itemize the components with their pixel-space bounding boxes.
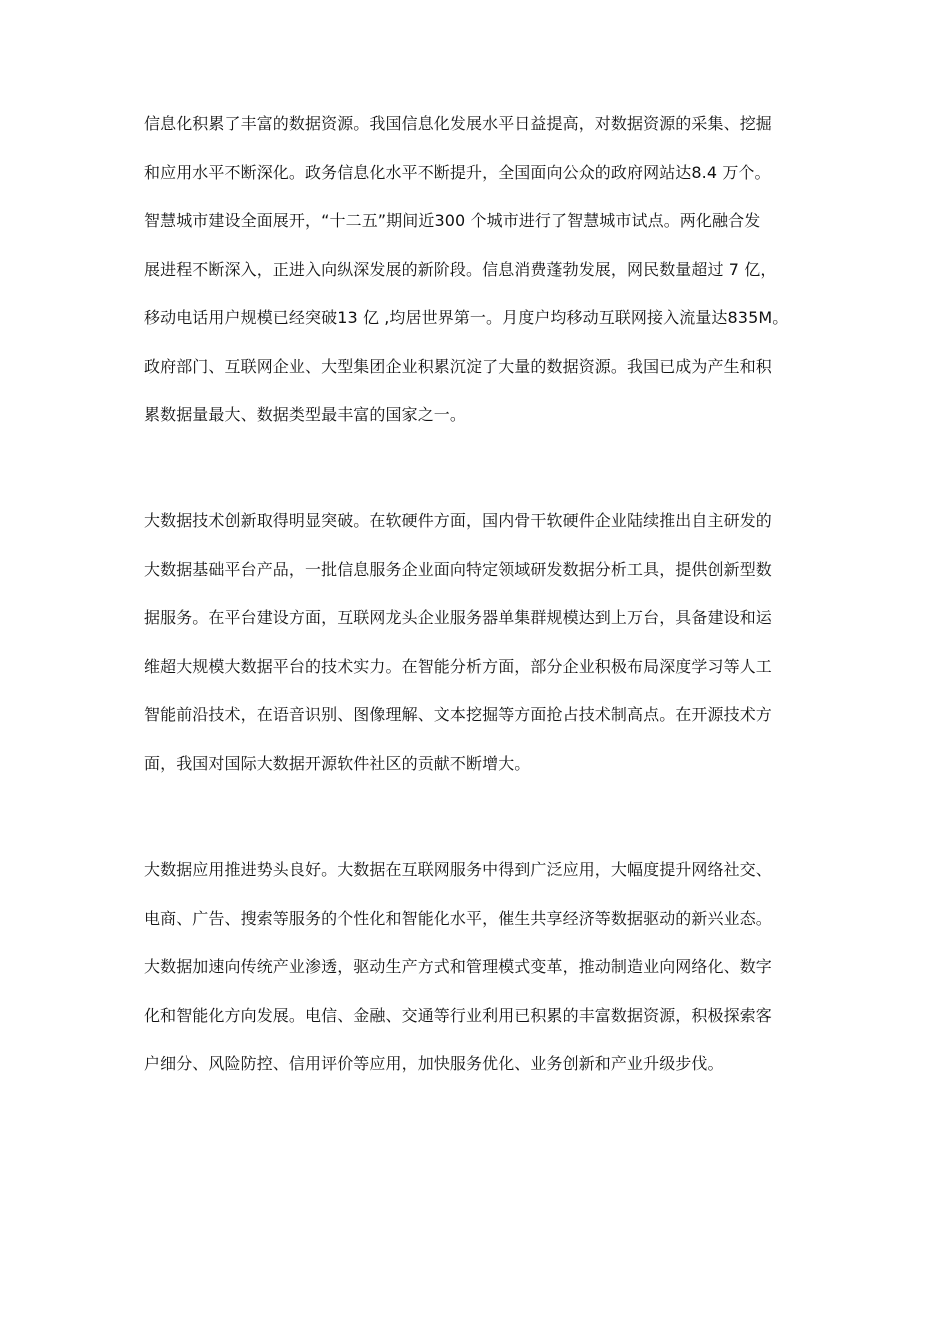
text-line: 大数据技术创新取得明显突破。在软硬件方面，国内骨干软硬件企业陆续推出自主研发的 [144,511,772,530]
text-line: 移动电话用户规模已经突破13 亿 ,均居世界第一。月度户均移动互联网接入流量达835M。 [144,308,789,327]
text-line: 和应用水平不断深化。政务信息化水平不断提升，全国面向公众的政府网站达8.4 万个。 [144,162,771,182]
text-line: 维超大规模大数据平台的技术实力。在智能分析方面，部分企业积极布局深度学习等人工 [144,656,772,676]
text-line: 大数据基础平台产品，一批信息服务企业面向特定领域研发数据分析工具，提供创新型数 [144,559,772,579]
text-line: 展进程不断深入，正进入向纵深发展的新阶段。信息消费蓬勃发展，网民数量超过 7 亿， [144,259,777,279]
text-line: 大数据加速向传统产业渗透，驱动生产方式和管理模式变革，推动制造业向网络化、数字 [144,957,772,976]
text-line: 政府部门、互联网企业、大型集团企业积累沉淀了大量的数据资源。我国已成为产生和积 [144,356,772,376]
paragraph-tech-innovation [144,497,808,788]
paragraph-data-resources [144,100,808,440]
text-line: 面，我国对国际大数据开源软件社区的贡献不断增大。 [144,753,531,773]
text-line: 大数据应用推进势头良好。大数据在互联网服务中得到广泛应用，大幅度提升网络社交、 [144,860,772,879]
text-line: 户细分、风险防控、信用评价等应用，加快服务优化、业务创新和产业升级步伐。 [144,1054,724,1073]
text-line: 化和智能化方向发展。电信、金融、交通等行业利用已积累的丰富数据资源，积极探索客 [144,1005,772,1025]
text-line: 累数据量最大、数据类型最丰富的国家之一。 [144,405,467,424]
paragraph-applications [144,846,808,1089]
text-line: 智能前沿技术，在语音识别、图像理解、文本挖掘等方面抢占技术制高点。在开源技术方 [144,705,772,724]
text-line: 智慧城市建设全面展开，“十二五”期间近300 个城市进行了智慧城市试点。两化融合发 [144,211,761,230]
text-line: 据服务。在平台建设方面，互联网龙头企业服务器单集群规模达到上万台，具备建设和运 [144,608,772,627]
text-line: 信息化积累了丰富的数据资源。我国信息化发展水平日益提高，对数据资源的采集、挖掘 [144,114,772,133]
text-line: 电商、广告、搜索等服务的个性化和智能化水平，催生共享经济等数据驱动的新兴业态。 [144,908,772,928]
